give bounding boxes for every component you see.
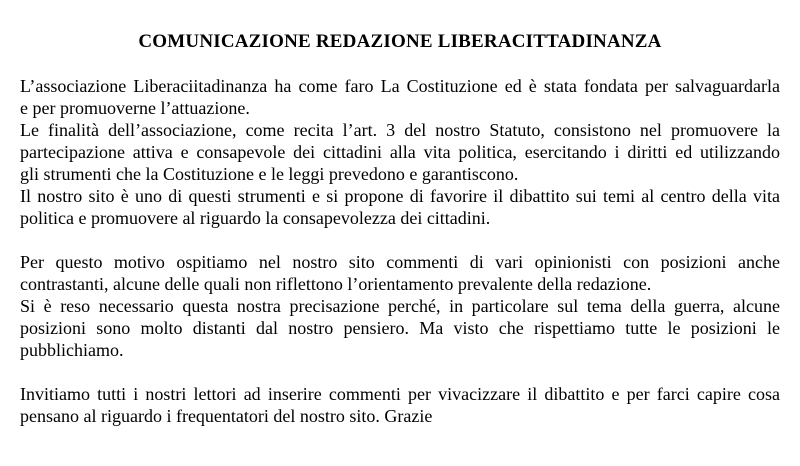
text-line: Si è reso necessario questa nostra precisazione perché, in particolare sul tema della guerra, alcune xyxy=(20,296,780,316)
text-line: contrastanti, alcune delle quali non riflettono l’orientamento prevalente della redazione. xyxy=(20,274,652,294)
text-line: politica e promuovere al riguardo la consapevolezza dei cittadini. xyxy=(20,208,491,228)
text-line: Per questo motivo ospitiamo nel nostro sito commenti di vari opinionisti con posizioni anche xyxy=(20,252,780,272)
text-line: Invitiamo tutti i nostri lettori ad inserire commenti per vivacizzare il dibattito e per farci capire cosa xyxy=(20,384,780,404)
page-title: COMUNICAZIONE REDAZIONE LIBERACITTADINANZA xyxy=(138,31,662,52)
paragraph xyxy=(20,119,780,185)
text-line: Le finalità dell’associazione, come recita l’art. 3 del nostro Statuto, consistono nel promuovere la xyxy=(20,120,780,140)
paragraph xyxy=(20,185,780,229)
text-line: pubblichiamo. xyxy=(20,340,124,360)
paragraph xyxy=(20,251,780,295)
text-line: posizioni sono molto distanti dal nostro pensiero. Ma visto che rispettiamo tutte le posizioni le xyxy=(20,318,780,338)
paragraph xyxy=(20,383,780,427)
text-line: L’associazione Liberaciitadinanza ha come faro La Costituzione ed è stata fondata per salvaguardarla xyxy=(20,76,780,96)
text-line: gli strumenti che la Costituzione e le leggi prevedono e garantiscono. xyxy=(20,164,519,184)
paragraph xyxy=(20,75,780,119)
text-line: partecipazione attiva e consapevole dei cittadini alla vita politica, esercitando i diritti ed utilizzando xyxy=(20,142,780,162)
text-line: pensano al riguardo i frequentatori del nostro sito. Grazie xyxy=(20,406,433,426)
text-line: Il nostro sito è uno di questi strumenti e si propone di favorire il dibattito sui temi al centro della vita xyxy=(20,186,780,206)
paragraph xyxy=(20,295,780,361)
text-line: e per promuoverne l’attuazione. xyxy=(20,98,250,118)
document-body xyxy=(20,75,780,427)
